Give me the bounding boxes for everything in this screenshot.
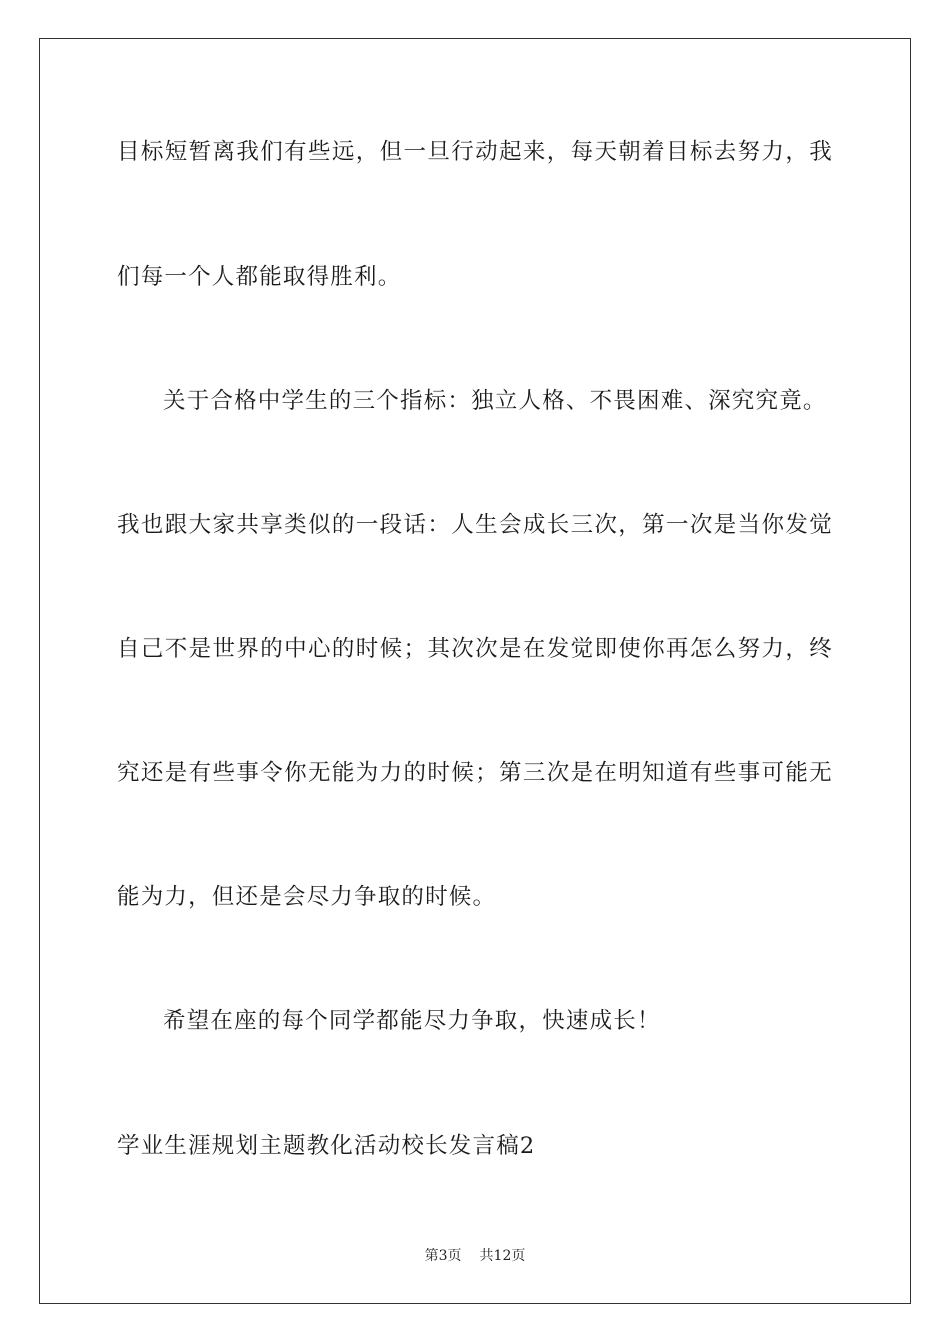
page-footer	[0, 1247, 950, 1265]
page-total: 共12页	[479, 1248, 526, 1264]
text-line: 们每一个人都能取得胜利。	[117, 264, 402, 290]
section-heading: 学业生涯规划主题教化活动校长发言稿2	[117, 1133, 536, 1159]
text-line: 希望在座的每个同学都能尽力争取，快速成长！	[163, 1008, 661, 1034]
text-line: 目标短暂离我们有些远，但一旦行动起来，每天朝着目标去努力，我	[117, 139, 833, 165]
text-line: 我也跟大家共享类似的一段话：人生会成长三次，第一次是当你发觉	[117, 512, 833, 538]
text-line: 究还是有些事令你无能为力的时候；第三次是在明知道有些事可能无	[117, 760, 833, 786]
page-frame	[39, 38, 911, 1304]
text-line: 能为力，但还是会尽力争取的时候。	[117, 884, 497, 910]
page-number: 第3页	[424, 1248, 462, 1264]
text-line: 自己不是世界的中心的时候；其次次是在发觉即使你再怎么努力，终	[117, 636, 833, 662]
text-line: 关于合格中学生的三个指标：独立人格、不畏困难、深究究竟。	[163, 388, 827, 414]
